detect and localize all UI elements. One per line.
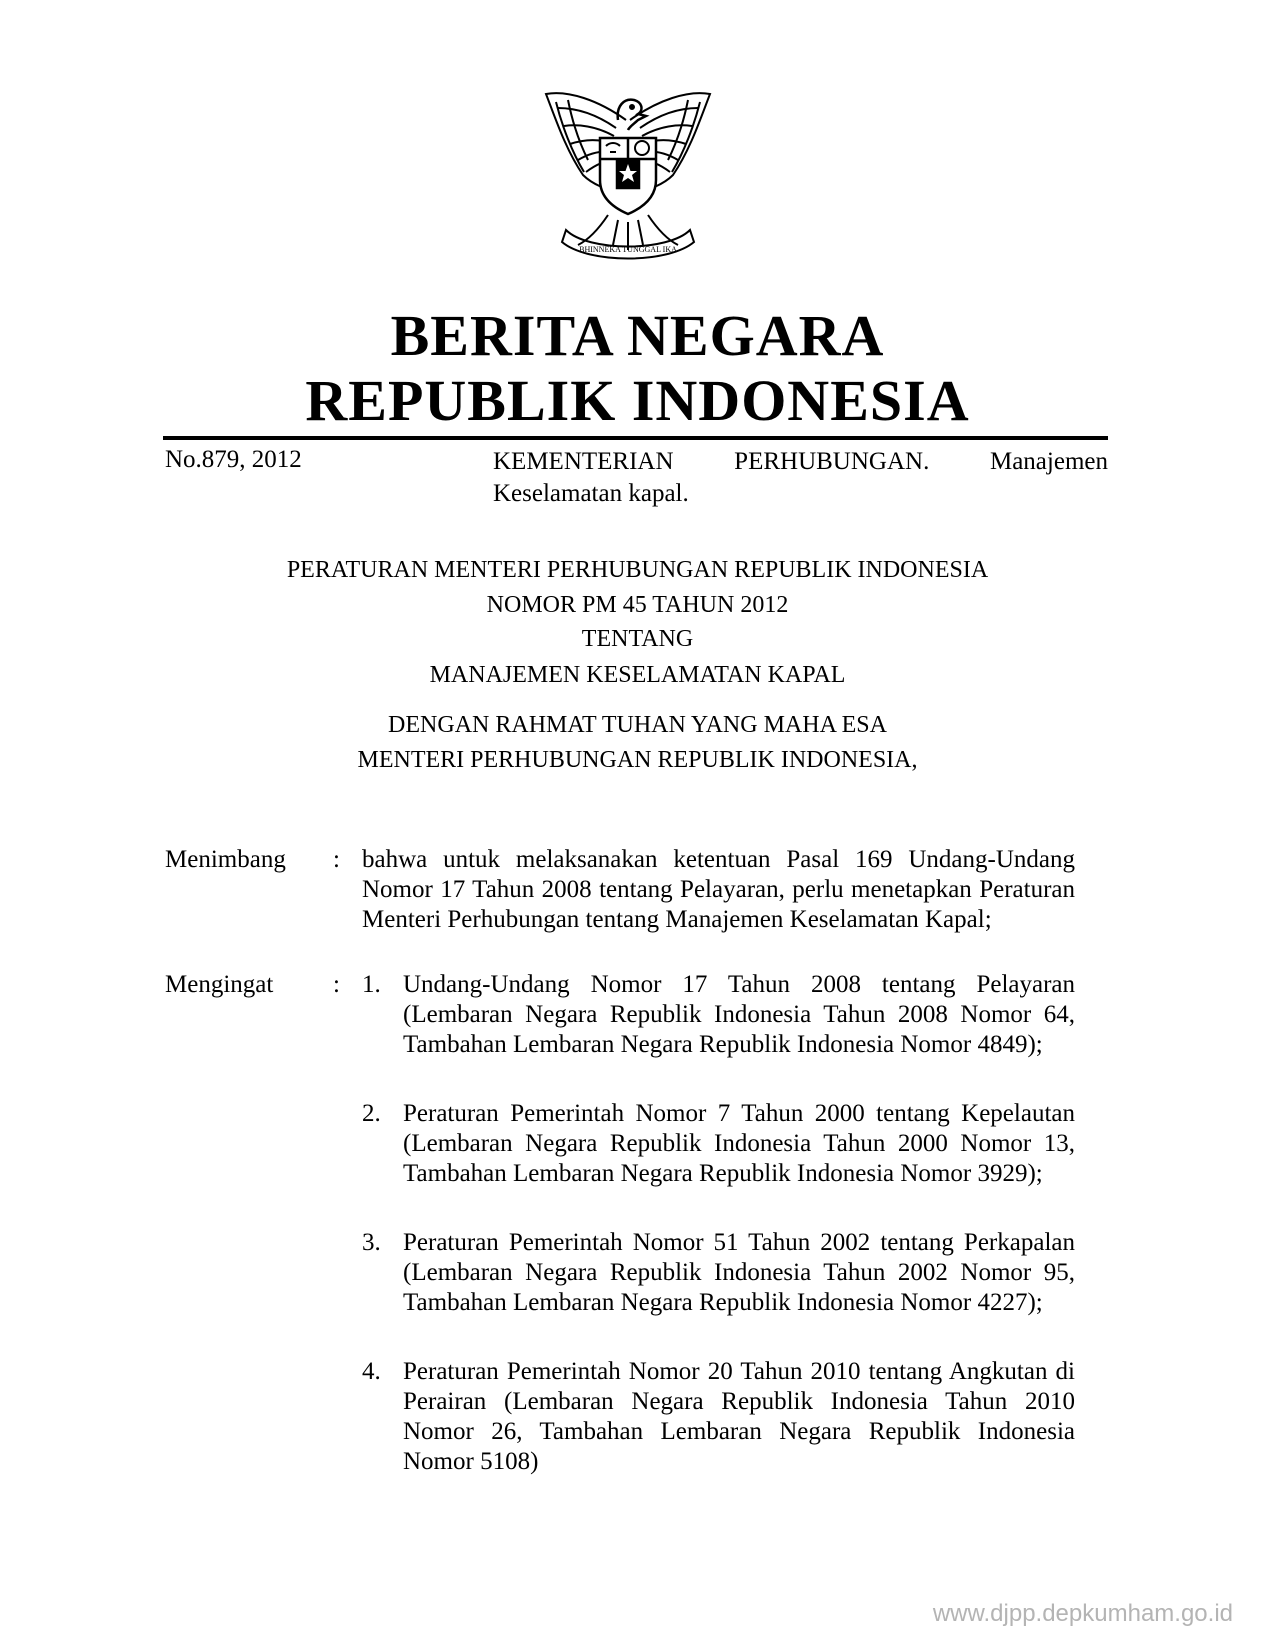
emblem-motto: BHINNEKA TUNGGAL IKA [579,245,677,254]
mengingat-label: Mengingat [165,971,274,998]
regulation-number: NOMOR PM 45 TAHUN 2012 [486,592,789,618]
list-item-number: 2. [362,1100,381,1127]
masthead-title-line2: REPUBLIK INDONESIA [305,368,970,433]
gazette-subject [493,446,1108,510]
regulation-tentang: TENTANG [581,626,694,652]
regulation-title-line1: PERATURAN MENTERI PERHUBUNGAN REPUBLIK INDONESIA [286,557,989,583]
issuing-minister: MENTERI PERHUBUNGAN REPUBLIK INDONESIA, [357,747,918,773]
list-item: Peraturan Pemerintah Nomor 51 Tahun 2002 tentang Perkapalan (Lembaran Negara Republik Indonesia Tahun 2002 Nomor 95, Tambahan Lembaran Negara Republik Indonesia Nomor 4227); [403,1229,1075,1316]
gazette-subject-line2: Keselamatan kapal. [493,480,689,507]
footer-url[interactable]: www.djpp.depkumham.go.id [932,1600,1233,1627]
menimbang-colon: : [333,846,340,873]
list-item-number: 3. [362,1229,381,1256]
list-item: Peraturan Pemerintah Nomor 20 Tahun 2010 tentang Angkutan di Perairan (Lembaran Negara Republik Indonesia Tahun 2010 Nomor 26, Tambahan Lembaran Negara Republik Indonesia Nomor 5108) [403,1358,1075,1475]
masthead-divider [163,436,1108,440]
menimbang-text: bahwa untuk melaksanakan ketentuan Pasal 169 Undang-Undang Nomor 17 Tahun 2008 tentang Pelayaran, perlu menetapkan Peraturan Menteri Perhubungan tentang Manajemen Keselamatan Kapal; [362,846,1075,933]
list-item: Undang-Undang Nomor 17 Tahun 2008 tentang Pelayaran (Lembaran Negara Republik Indonesia Tahun 2008 Nomor 64, Tambahan Lembaran Negara Republik Indonesia Nomor 4849); [403,971,1075,1058]
menimbang-label: Menimbang [165,846,286,873]
list-item: Peraturan Pemerintah Nomor 7 Tahun 2000 tentang Kepelautan (Lembaran Negara Republik Indonesia Tahun 2000 Nomor 13, Tambahan Lembaran Negara Republik Indonesia Nomor 3929); [403,1100,1075,1187]
gazette-subject-line1: KEMENTERIAN PERHUBUNGAN. Manajemen [493,448,1108,475]
mengingat-colon: : [333,971,340,998]
list-item-number: 1. [362,971,381,998]
gazette-number: No.879, 2012 [165,446,302,473]
invocation: DENGAN RAHMAT TUHAN YANG MAHA ESA [388,712,887,738]
regulation-subject: MANAJEMEN KESELAMATAN KAPAL [429,662,846,688]
garuda-emblem-icon [538,80,718,270]
list-item-number: 4. [362,1358,381,1385]
masthead-title-line1: BERITA NEGARA [390,303,885,368]
